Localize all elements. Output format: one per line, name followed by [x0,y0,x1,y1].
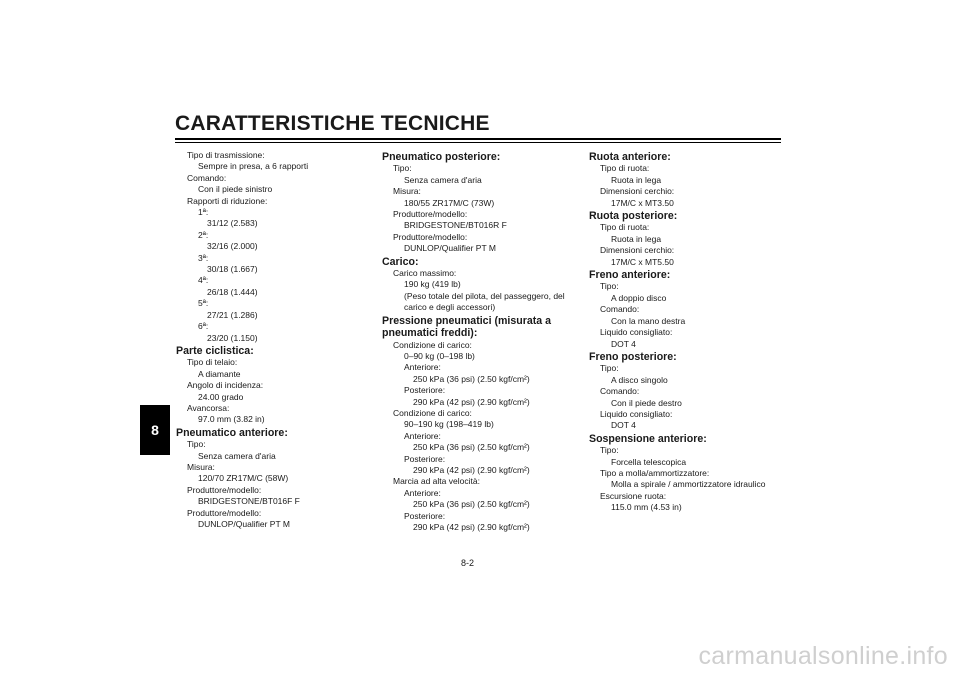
spec-value: A doppio disco [611,292,667,303]
spec-label: Dimensioni cerchio: [600,186,675,197]
spec-value: A disco singolo [611,374,668,385]
spec-value: Senza camera d'aria [198,450,276,461]
spec-value: Con la mano destra [611,315,686,326]
spec-label: Tipo: [600,281,619,292]
spec-value: 250 kPa (36 psi) (2.50 kgf/cm²) [413,442,530,453]
spec-value: 290 kPa (42 psi) (2.90 kgf/cm²) [413,522,530,532]
spec-value: A diamante [198,368,241,379]
spec-value: 17M/C x MT5.50 [611,256,674,267]
section-heading: Freno anteriore: [589,269,671,282]
spec-label: Produttore/modello: [393,231,468,242]
spec-column-1 [176,150,346,530]
spec-value: (Peso totale del pilota, del passeggero, del [404,290,565,301]
spec-value: DUNLOP/Qualifier PT M [198,519,290,529]
spec-label: Tipo a molla/ammortizzatore: [600,467,710,478]
spec-label: Produttore/modello: [187,484,262,495]
spec-label: Escursione ruota: [600,490,667,501]
spec-value: 2ª: [198,229,209,240]
spec-value: Posteriore: [404,385,446,396]
spec-value: 120/70 ZR17M/C (58W) [198,473,289,484]
spec-value: BRIDGESTONE/BT016R F [404,220,507,231]
spec-value: 1ª: [198,207,209,218]
spec-value: 17M/C x MT3.50 [611,197,674,208]
spec-value: Molla a spirale / ammortizzatore idraulico [611,479,766,490]
spec-value: 6ª: [198,321,209,332]
spec-value: carico e degli accessori) [404,302,496,313]
spec-value: 24.00 grado [198,391,244,402]
spec-label: Tipo: [600,363,619,374]
section-heading: Carico: [382,255,419,268]
spec-label: Rapporti di riduzione: [187,195,268,206]
chapter-tab: 8 [140,405,170,455]
spec-label: Produttore/modello: [187,507,262,518]
spec-label: Comando: [187,172,227,183]
spec-value: 290 kPa (42 psi) (2.90 kgf/cm²) [413,464,530,475]
spec-value: 5ª: [198,298,209,309]
spec-label: Tipo: [393,163,412,174]
spec-value: Forcella telescopica [611,456,687,467]
page-number: 8-2 [461,558,475,568]
spec-label: Comando: [600,386,640,397]
spec-value: 290 kPa (42 psi) (2.90 kgf/cm²) [413,396,530,407]
spec-value: Ruota in lega [611,174,662,185]
spec-value: Ruota in lega [611,233,662,244]
section-heading: Ruota posteriore: [589,210,678,223]
spec-value: Senza camera d'aria [404,174,482,185]
spec-label: Tipo di ruota: [600,163,650,174]
spec-value: 31/12 (2.583) [207,218,258,229]
section-heading: Pneumatico posteriore: [382,151,501,163]
spec-label: Comando: [600,304,640,315]
spec-value: 23/20 (1.150) [207,332,258,343]
spec-label: Tipo di trasmissione: [187,150,265,160]
spec-label: Angolo di incidenza: [187,380,264,391]
watermark-text: carmanualsonline.info [698,642,948,670]
spec-label: Dimensioni cerchio: [600,245,675,256]
section-heading: Parte ciclistica: [176,344,254,357]
spec-value: 250 kPa (36 psi) (2.50 kgf/cm²) [413,373,530,384]
spec-value: 4ª: [198,275,209,286]
spec-value: DOT 4 [611,338,636,349]
spec-value: Anteriore: [404,487,441,498]
spec-label: Marcia ad alta velocità: [393,476,480,487]
spec-label: Tipo di telaio: [187,357,238,368]
spec-value: 90–190 kg (198–419 lb) [404,419,494,430]
spec-value: Posteriore: [404,453,446,464]
spec-label: Tipo di ruota: [600,222,650,233]
spec-value: 190 kg (419 lb) [404,279,461,290]
spec-column-3 [589,150,789,514]
spec-value: 250 kPa (36 psi) (2.50 kgf/cm²) [413,499,530,510]
spec-label: Tipo: [187,439,206,450]
spec-label: Misura: [187,461,215,472]
page-title: CARATTERISTICHE TECNICHE [175,112,490,135]
spec-label: Carico massimo: [393,268,457,279]
spec-value: Sempre in presa, a 6 rapporti [198,161,309,172]
spec-value: DOT 4 [611,420,636,431]
spec-value: BRIDGESTONE/BT016F F [198,496,300,507]
section-heading: Sospensione anteriore: [589,432,707,445]
spec-value: 0–90 kg (0–198 lb) [404,350,475,361]
spec-label: Condizione di carico: [393,407,472,418]
spec-value: 180/55 ZR17M/C (73W) [404,197,495,208]
spec-label: Avancorsa: [187,402,230,413]
spec-value: 97.0 mm (3.82 in) [198,414,265,425]
section-heading: Freno posteriore: [589,350,677,363]
title-divider-thin [175,142,781,143]
spec-value: 115.0 mm (4.53 in) [611,502,682,513]
spec-value: 32/16 (2.000) [207,241,258,252]
spec-value: 3ª: [198,252,209,263]
spec-label: Misura: [393,186,421,197]
section-heading: Ruota anteriore: [589,151,671,163]
section-heading: Pressione pneumatici (misurata a pneumatici freddi): [382,314,551,340]
spec-column-2 [382,150,582,533]
spec-value: Posteriore: [404,510,446,521]
spec-label: Liquido consigliato: [600,408,673,419]
spec-value: Anteriore: [404,430,441,441]
spec-value: DUNLOP/Qualifier PT M [404,243,496,254]
spec-value: 27/21 (1.286) [207,309,258,320]
spec-label: Produttore/modello: [393,209,468,220]
spec-value: 26/18 (1.444) [207,286,258,297]
spec-label: Condizione di carico: [393,339,472,350]
spec-value: Con il piede destro [611,397,682,408]
spec-label: Liquido consigliato: [600,327,673,338]
title-divider [175,138,781,140]
spec-value: Con il piede sinistro [198,184,273,195]
spec-label: Tipo: [600,445,619,456]
spec-value: Anteriore: [404,362,441,373]
spec-value: 30/18 (1.667) [207,264,258,275]
section-heading: Pneumatico anteriore: [176,426,288,439]
